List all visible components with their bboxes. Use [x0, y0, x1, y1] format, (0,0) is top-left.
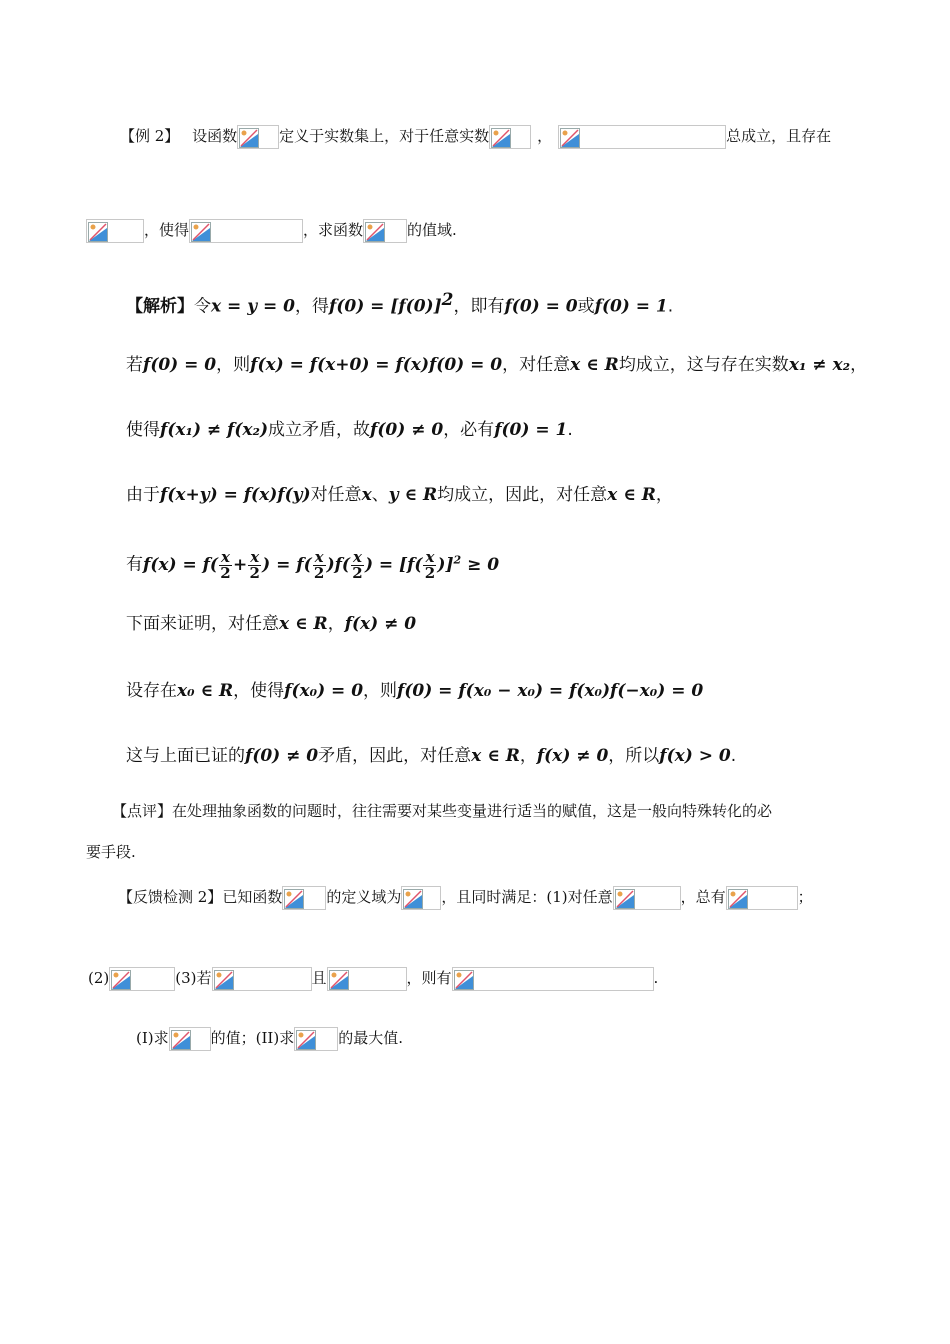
- solution-line-6: 下面来证明，对任意x ∈ R，f(x) ≠ 0: [126, 614, 417, 634]
- formula-image: [726, 886, 798, 910]
- solution-line-5: 有f(x) = f( $\frac{x}{2}$ + $\frac{x}{2}$ ) = f( $\frac{x}{2}$ )f( $\frac{x}{2}$ ) = [f( $\frac{x}{2}$ )]$^2$ ≥ 0: [126, 547, 500, 582]
- formula-image: [489, 125, 531, 149]
- broken-image-icon: [111, 970, 131, 990]
- comment-line-1: 【点评】在处理抽象函数的问题时，往往需要对某些变量进行适当的赋值，这是一般向特殊转化的必: [112, 802, 773, 820]
- formula-image: [294, 1027, 338, 1051]
- broken-image-icon: [728, 889, 748, 909]
- formula-image: [613, 886, 681, 910]
- formula-image: [86, 219, 144, 243]
- solution-line-4: 由于f(x+y) = f(x)f(y)对任意x、y ∈ R均成立，因此，对任意x ∈ R，: [126, 485, 673, 505]
- formula-image: [401, 886, 441, 910]
- broken-image-icon: [329, 970, 349, 990]
- example-label: 【例 2】: [120, 127, 180, 145]
- comment-line-2: 要手段.: [86, 843, 136, 861]
- broken-image-icon: [214, 970, 234, 990]
- broken-image-icon: [560, 128, 580, 148]
- solution-line-1: 【解析】令x = y = 0，得$f(0) = [f(0)]^2$，即有f(0) = 0或f(0) = 1.: [126, 290, 674, 317]
- broken-image-icon: [171, 1030, 191, 1050]
- broken-image-icon: [296, 1030, 316, 1050]
- solution-label: 【解析】: [126, 296, 194, 317]
- broken-image-icon: [491, 128, 511, 148]
- solution-line-3: 使得f(x₁) ≠ f(x₂)成立矛盾，故f(0) ≠ 0，必有f(0) = 1.: [126, 420, 573, 440]
- formula-image: [237, 125, 279, 149]
- solution-line-2: 若f(0) = 0，则f(x) = f(x+0) = f(x)f(0) = 0，对任意x ∈ R均成立，这与存在实数x₁ ≠ x₂，: [126, 355, 868, 375]
- feedback-line-2: (2) (3)若 且 ，则有 .: [88, 966, 658, 991]
- broken-image-icon: [88, 222, 108, 242]
- comment-label: 【点评】: [112, 802, 173, 820]
- broken-image-icon: [191, 222, 211, 242]
- formula-image: [189, 219, 303, 243]
- solution-line-7: 设存在x₀ ∈ R，使得f(x₀) = 0，则f(0) = f(x₀ − x₀) = f(x₀)f(−x₀) = 0: [126, 681, 704, 701]
- broken-image-icon: [284, 889, 304, 909]
- formula-image: [452, 967, 654, 991]
- formula-image: [212, 967, 312, 991]
- formula-image: [363, 219, 407, 243]
- feedback-line-1: 【反馈检测 2】已知函数 的定义域为 ，且同时满足：(1)对任意 ，总有 ；: [118, 885, 813, 910]
- formula-image: [169, 1027, 211, 1051]
- solution-line-8: 这与上面已证的f(0) ≠ 0矛盾，因此，对任意x ∈ R，f(x) ≠ 0，所以f(x) > 0.: [126, 746, 737, 766]
- broken-image-icon: [239, 128, 259, 148]
- broken-image-icon: [454, 970, 474, 990]
- feedback-label: 【反馈检测 2】: [118, 888, 223, 906]
- broken-image-icon: [615, 889, 635, 909]
- fraction-formula: f(x) = f( $\frac{x}{2}$ + $\frac{x}{2}$ ) = f( $\frac{x}{2}$ )f( $\frac{x}{2}$ ) = [f( $\frac{x}{2}$ )]$^2$ ≥ 0: [143, 547, 500, 582]
- formula-image: [558, 125, 726, 149]
- broken-image-icon: [403, 889, 423, 909]
- formula-image: [282, 886, 326, 910]
- formula-image: [327, 967, 407, 991]
- example-line-1: 【例 2】 设函数 定义于实数集上，对于任意实数 ， 总成立，且存在: [120, 124, 831, 149]
- broken-image-icon: [365, 222, 385, 242]
- example-line-2: ，使得 ，求函数 的值域.: [86, 218, 457, 243]
- feedback-line-3: (I)求 的值；(II)求 的最大值.: [136, 1026, 403, 1051]
- formula-image: [109, 967, 175, 991]
